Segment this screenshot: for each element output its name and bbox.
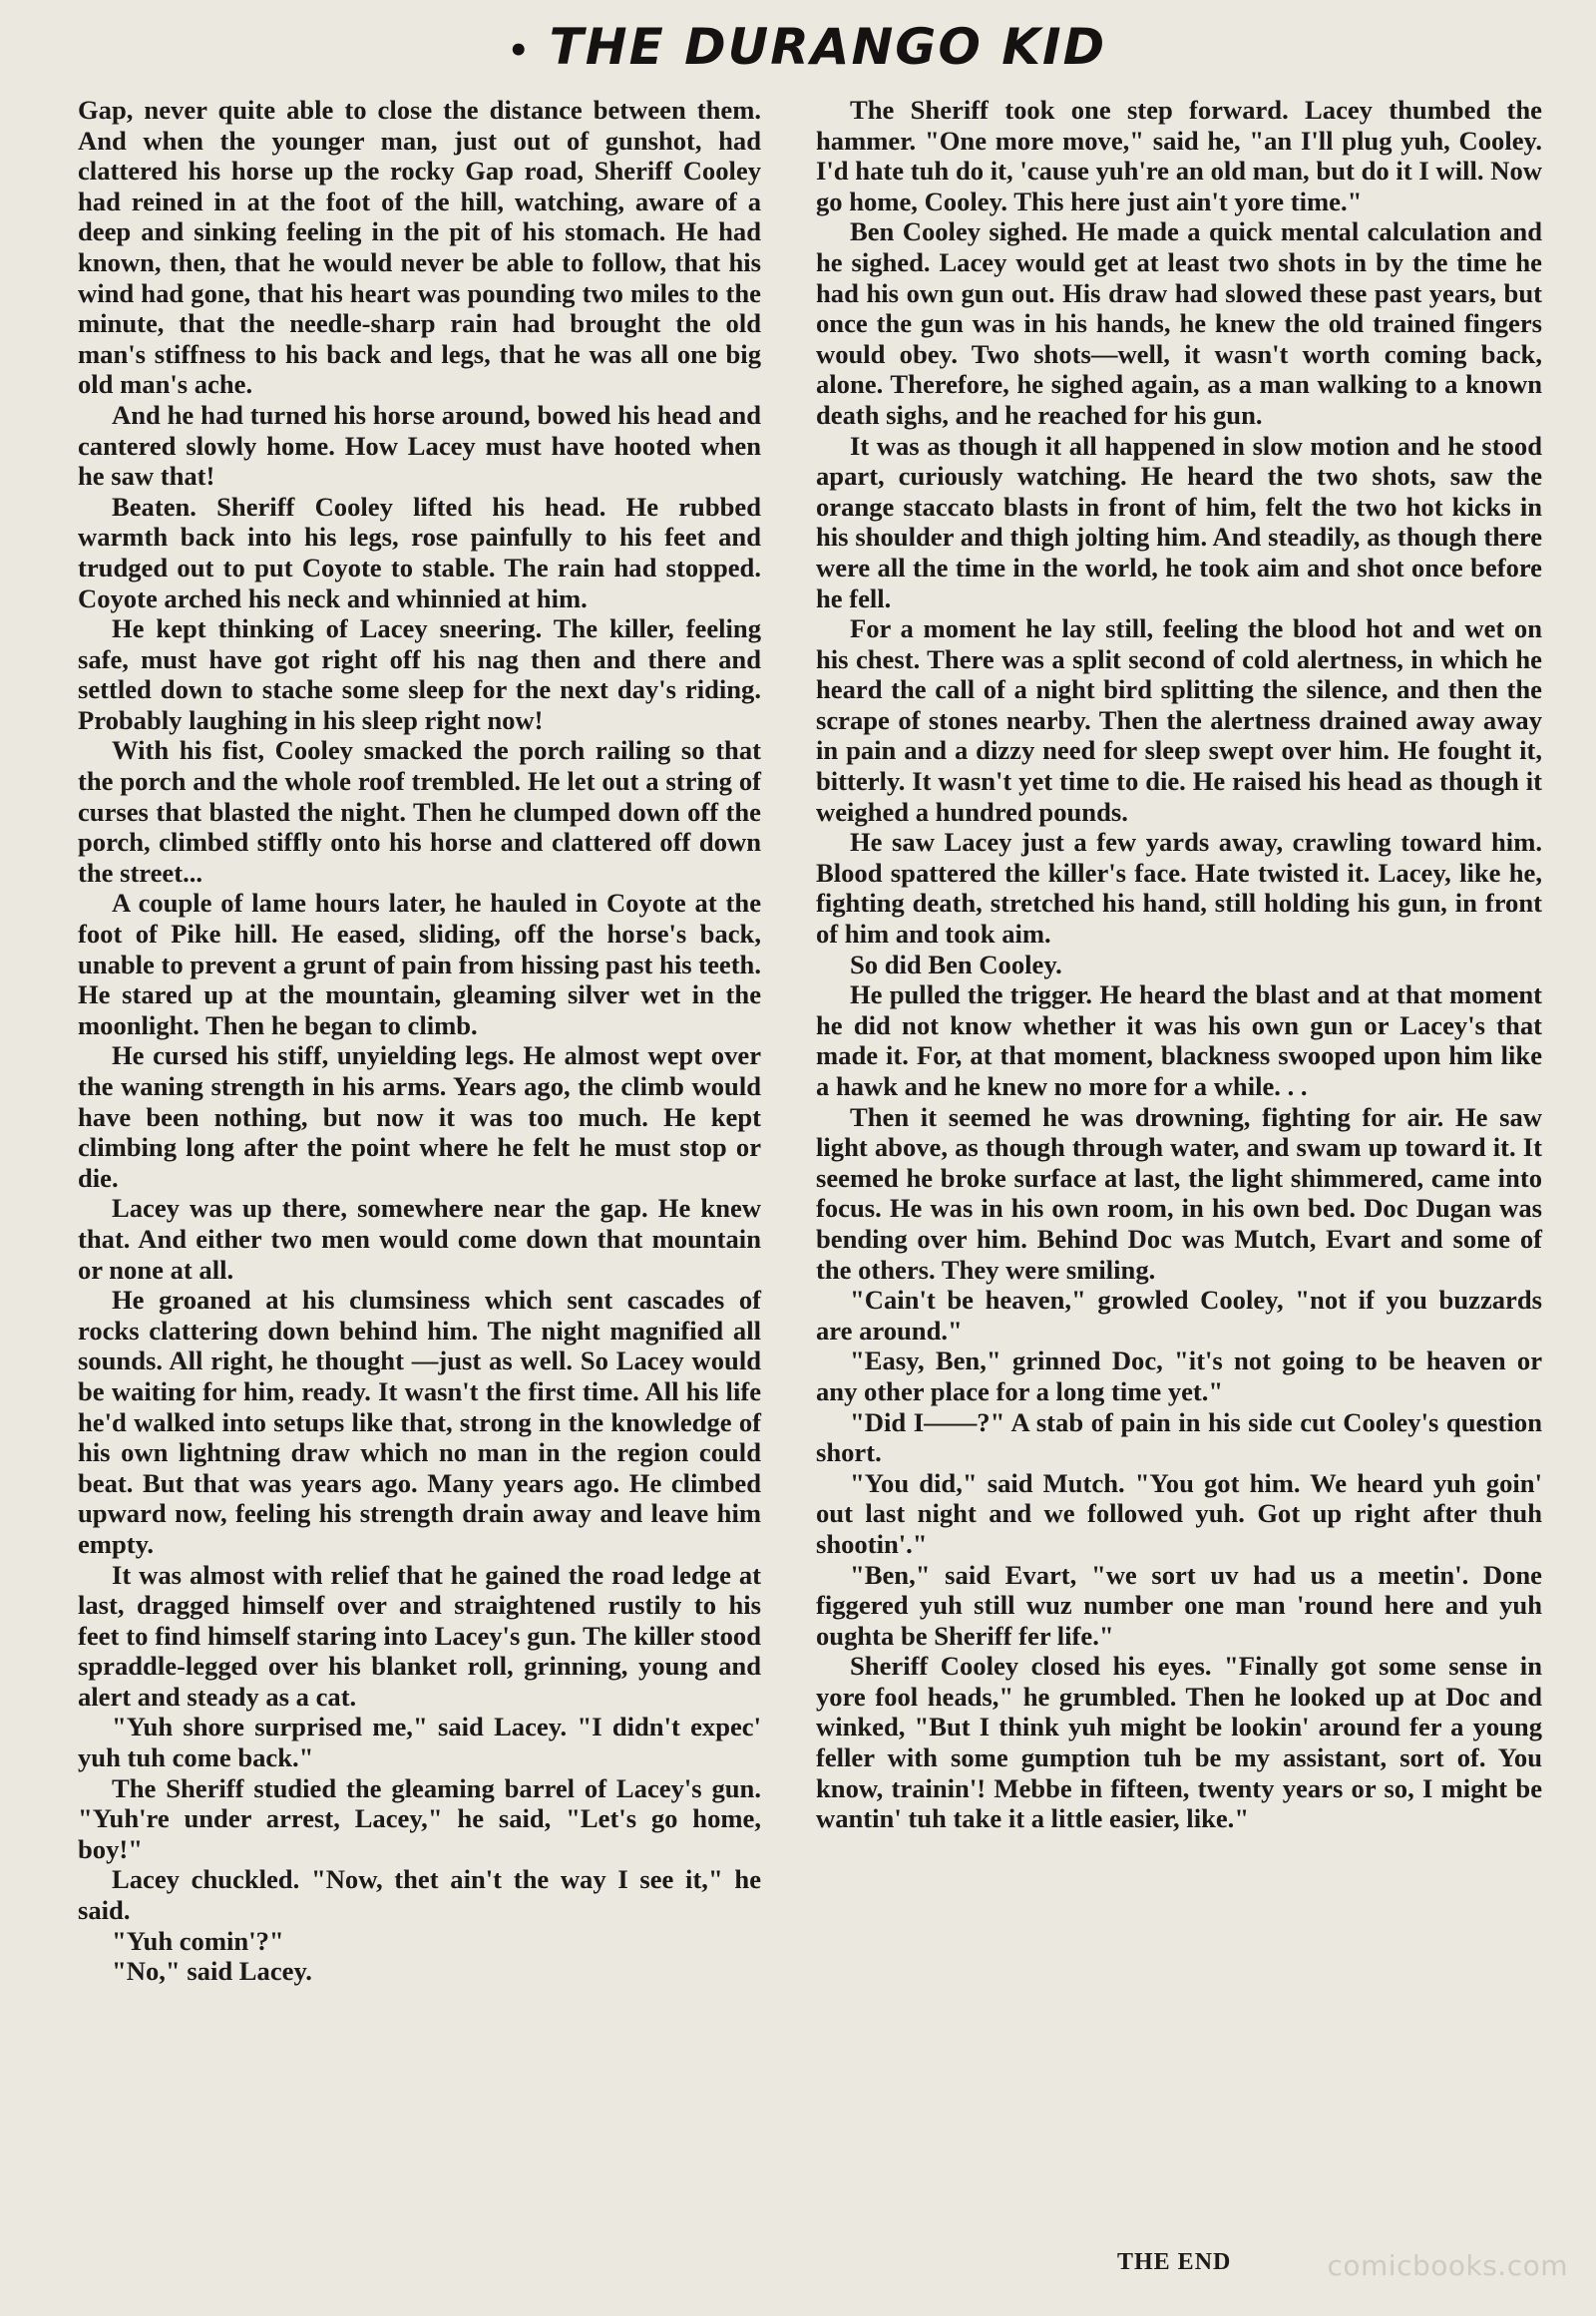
paragraph: The Sheriff studied the gleaming barrel of Lacey's gun. "Yuh're under arrest, Lacey," he said, "Let's go home, boy!" (78, 1772, 761, 1864)
paragraph: Beaten. Sheriff Cooley lifted his head. He rubbed warmth back into his legs, rose painfully to his feet and trudged out to put Coyote to stable. The rain had stopped. Coyote arched his neck and whinnied at him. (78, 491, 761, 613)
paragraph: A couple of lame hours later, he hauled in Coyote at the foot of Pike hill. He eased, sliding, off the horse's back, unable to prevent a grunt of pain from hissing past his teeth. He stared up at the mountain, gleaming silver wet in the moonlight. Then he began to climb. (78, 888, 761, 1040)
paragraph: He cursed his stiff, unyielding legs. He almost wept over the waning strength in his arms. Years ago, the climb would have been nothing, but now it was too much. He kept climbing long after the point where he felt he must stop or die. (78, 1040, 761, 1193)
paragraph: "Ben," said Evart, "we sort uv had us a meetin'. Done figgered yuh still wuz number one man 'round here and yuh oughta be Sheriff fer life." (816, 1559, 1542, 1651)
left-text-column (78, 95, 761, 1987)
paragraph: It was almost with relief that he gained the road ledge at last, dragged himself over and straightened rustily to his feet to find himself staring into Lacey's gun. The killer stood spraddle-legged over his blanket roll, grinning, young and alert and steady as a cat. (78, 1559, 761, 1712)
paragraph: "Easy, Ben," grinned Doc, "it's not going to be heaven or any other place for a long time yet." (816, 1346, 1542, 1406)
paragraph: Lacey chuckled. "Now, thet ain't the way I see it," he said. (78, 1864, 761, 1926)
paragraph: Ben Cooley sighed. He made a quick mental calculation and he sighed. Lacey would get at least two shots in by the time he had his own gun out. His draw had slowed these past years, but once the gun was in his hands, he knew the old trained fingers would obey. Two shots—well, it wasn't worth coming back, alone. Therefore, he sighed again, as a man walking to a known death sighs, and he reached for his gun. (816, 216, 1542, 430)
paragraph: With his fist, Cooley smacked the porch railing so that the porch and the whole roof trembled. He let out a string of curses that blasted the night. Then he clumped down off the porch, climbed stiffly onto his horse and clattered off down the street... (78, 735, 761, 888)
right-text-column (816, 95, 1542, 1834)
paragraph: "You did," said Mutch. "You got him. We heard yuh goin' out last night and we followed yuh. Got up right after thuh shootin'." (816, 1467, 1542, 1559)
paragraph: "Yuh comin'?" (112, 1925, 284, 1956)
page-title (0, 18, 1596, 88)
paragraph: So did Ben Cooley. (850, 949, 1062, 979)
title-dot-left: • (507, 30, 532, 71)
paragraph: "No," said Lacey. (112, 1956, 312, 1987)
paragraph: "Cain't be heaven," growled Cooley, "not if you buzzards are around." (816, 1285, 1542, 1346)
paragraph: He saw Lacey just a few yards away, crawling toward him. Blood spattered the killer's face. Hate twisted it. Lacey, like he, fighting death, stretched his hand, still holding his gun, in front of him and took aim. (816, 827, 1542, 950)
paragraph: And he had turned his horse around, bowed his head and cantered slowly home. How Lacey must have hooted when he saw that! (78, 399, 761, 492)
paragraph: It was as though it all happened in slow motion and he stood apart, curiously watching. He heard the two shots, saw the orange staccato blasts in front of him, felt the two hot kicks in his shoulder and thigh jolting him. And steadily, as though there were all the time in the world, he took aim and shot once before he fell. (816, 430, 1542, 613)
paragraph: He kept thinking of Lacey sneering. The killer, feeling safe, must have got right off his nag then and there and settled down to stache some sleep for the next day's riding. Probably laughing in his sleep right now! (78, 613, 761, 735)
paragraph: He groaned at his clumsiness which sent cascades of rocks clattering down behind him. The night magnified all sounds. All right, he thought —just as well. So Lacey would be waiting for him, ready. It wasn't the first time. All his life he'd walked into setups like that, strong in the knowledge of his own lightning draw which no man in the region could beat. But that was years ago. Many years ago. He climbed upward now, feeling his strength drain away and leave him empty. (78, 1285, 761, 1559)
paragraph: Then it seemed he was drowning, fighting for air. He saw light above, as though through water, and swam up toward it. It seemed he broke surface at last, the light shimmered, came into focus. He was in his own room, in his own bed. Doc Dugan was bending over him. Behind Doc was Mutch, Evart and some of the others. They were smiling. (816, 1101, 1542, 1285)
paragraph: Gap, never quite able to close the distance between them. And when the younger man, just out of gunshot, had clattered his horse up the rocky Gap road, Sheriff Cooley had reined in at the foot of the hill, watching, aware of a deep and sinking feeling in the pit of his stomach. He had known, then, that he would never be able to follow, that his wind had gone, that his heart was pounding two miles to the minute, that the needle-sharp rain had brought the old man's stiffness to his back and legs, that he was all one big old man's ache. (78, 95, 761, 400)
end-marker: THE END (1117, 2249, 1232, 2275)
page-title-text: THE DURANGO KID (549, 18, 1107, 76)
paragraph: Lacey was up there, somewhere near the gap. He knew that. And either two men would come down that mountain or none at all. (78, 1193, 761, 1285)
paragraph: The Sheriff took one step forward. Lacey thumbed the hammer. "One more move," said he, "an I'll plug yuh, Cooley. I'd hate tuh do it, 'cause yuh're an old man, but do it I will. Now go home, Cooley. This here just ain't yore time." (816, 95, 1542, 216)
paragraph: "Yuh shore surprised me," said Lacey. "I didn't expec' yuh tuh come back." (78, 1712, 761, 1773)
watermark: comicbooks.com (1327, 2249, 1568, 2282)
paragraph: For a moment he lay still, feeling the blood hot and wet on his chest. There was a split second of cold alertness, in which he heard the call of a night bird splitting the silence, and then the scrape of stones nearby. Then the alertness drained away away in pain and a dizzy need for sleep swept over him. He fought it, bitterly. It wasn't yet time to die. He raised his head as though it weighed a hundred pounds. (816, 613, 1542, 827)
paragraph: He pulled the trigger. He heard the blast and at that moment he did not know whether it was his own gun or Lacey's that made it. For, at that moment, blackness swooped upon him like a hawk and he knew no more for a while. . . (816, 979, 1542, 1101)
paragraph: "Did I——?" A stab of pain in his side cut Cooley's question short. (816, 1406, 1542, 1468)
paragraph: Sheriff Cooley closed his eyes. "Finally got some sense in yore fool heads," he grumbled. Then he looked up at Doc and winked, "But I think yuh might be lookin' around fer a young feller with some gumption tuh be my assistant, sort of. You know, trainin'! Mebbe in fifteen, twenty years or so, I might be wantin' tuh take it a little easier, like." (816, 1651, 1542, 1834)
